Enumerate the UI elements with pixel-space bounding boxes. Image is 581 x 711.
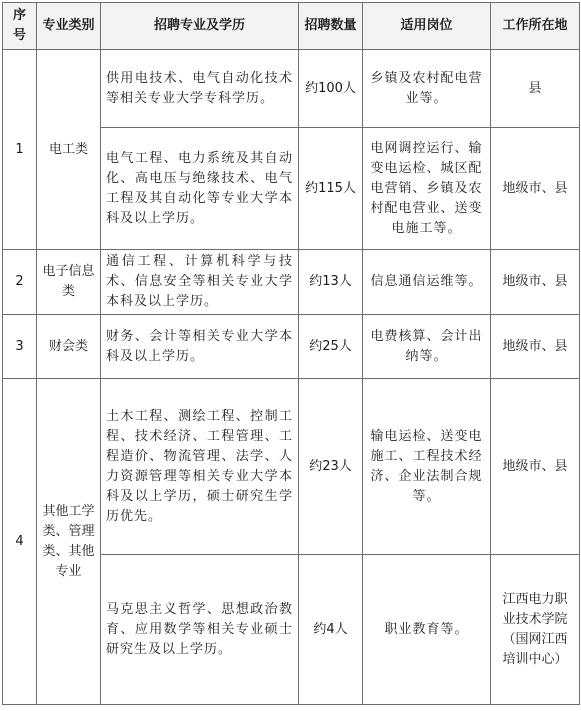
row-count: 约4人 bbox=[299, 555, 363, 705]
row-major: 供用电技术、电气自动化技术等相关专业大学专科学历。 bbox=[101, 50, 299, 128]
row-position: 电网调控运行、输变电运检、城区配电营销、乡镇及农村配电营业、送变电施工等。 bbox=[363, 128, 491, 250]
table-row bbox=[3, 379, 580, 555]
row-category: 电子信息类 bbox=[37, 250, 101, 315]
row-major: 土木工程、测绘工程、控制工程、技术经济、工程管理、工程造价、物流管理、法学、人力资源管理等相关专业大学本科及以上学历，硕士研究生学历优先。 bbox=[101, 379, 299, 555]
header-major: 招聘专业及学历 bbox=[101, 3, 299, 50]
recruitment-table bbox=[2, 2, 580, 705]
row-index: 1 bbox=[3, 50, 37, 250]
row-location: 地级市、县 bbox=[491, 379, 580, 555]
row-count: 约100人 bbox=[299, 50, 363, 128]
row-index: 2 bbox=[3, 250, 37, 315]
row-position: 乡镇及农村配电营业等。 bbox=[363, 50, 491, 128]
row-count: 约13人 bbox=[299, 250, 363, 315]
row-count: 约25人 bbox=[299, 315, 363, 379]
table-row bbox=[3, 50, 580, 128]
row-position: 职业教育等。 bbox=[363, 555, 491, 705]
row-location: 地级市、县 bbox=[491, 250, 580, 315]
row-position: 输电运检、送变电施工、工程技术经济、企业法制合规等。 bbox=[363, 379, 491, 555]
row-location: 江西电力职业技术学院（国网江西培训中心） bbox=[491, 555, 580, 705]
header-index: 序号 bbox=[3, 3, 37, 50]
row-location: 县 bbox=[491, 50, 580, 128]
row-count: 约115人 bbox=[299, 128, 363, 250]
row-major: 财务、会计等相关专业大学本科及以上学历。 bbox=[101, 315, 299, 379]
row-count: 约23人 bbox=[299, 379, 363, 555]
row-location: 地级市、县 bbox=[491, 128, 580, 250]
header-count: 招聘数量 bbox=[299, 3, 363, 50]
header-position: 适用岗位 bbox=[363, 3, 491, 50]
header-category: 专业类别 bbox=[37, 3, 101, 50]
row-location: 地级市、县 bbox=[491, 315, 580, 379]
row-category: 电工类 bbox=[37, 50, 101, 250]
row-major: 马克思主义哲学、思想政治教育、应用数学等相关专业硕士研究生及以上学历。 bbox=[101, 555, 299, 705]
row-major: 通信工程、计算机科学与技术、信息安全等相关专业大学本科及以上学历。 bbox=[101, 250, 299, 315]
row-category: 财会类 bbox=[37, 315, 101, 379]
row-index: 4 bbox=[3, 379, 37, 705]
row-index: 3 bbox=[3, 315, 37, 379]
row-position: 电费核算、会计出纳等。 bbox=[363, 315, 491, 379]
table-row bbox=[3, 315, 580, 379]
row-major: 电气工程、电力系统及其自动化、高电压与绝缘技术、电气工程及其自动化等专业大学本科及以上学历。 bbox=[101, 128, 299, 250]
header-location: 工作所在地 bbox=[491, 3, 580, 50]
table-row bbox=[3, 250, 580, 315]
table-header-row bbox=[3, 3, 580, 50]
row-category: 其他工学类、管理类、其他专业 bbox=[37, 379, 101, 705]
row-position: 信息通信运维等。 bbox=[363, 250, 491, 315]
